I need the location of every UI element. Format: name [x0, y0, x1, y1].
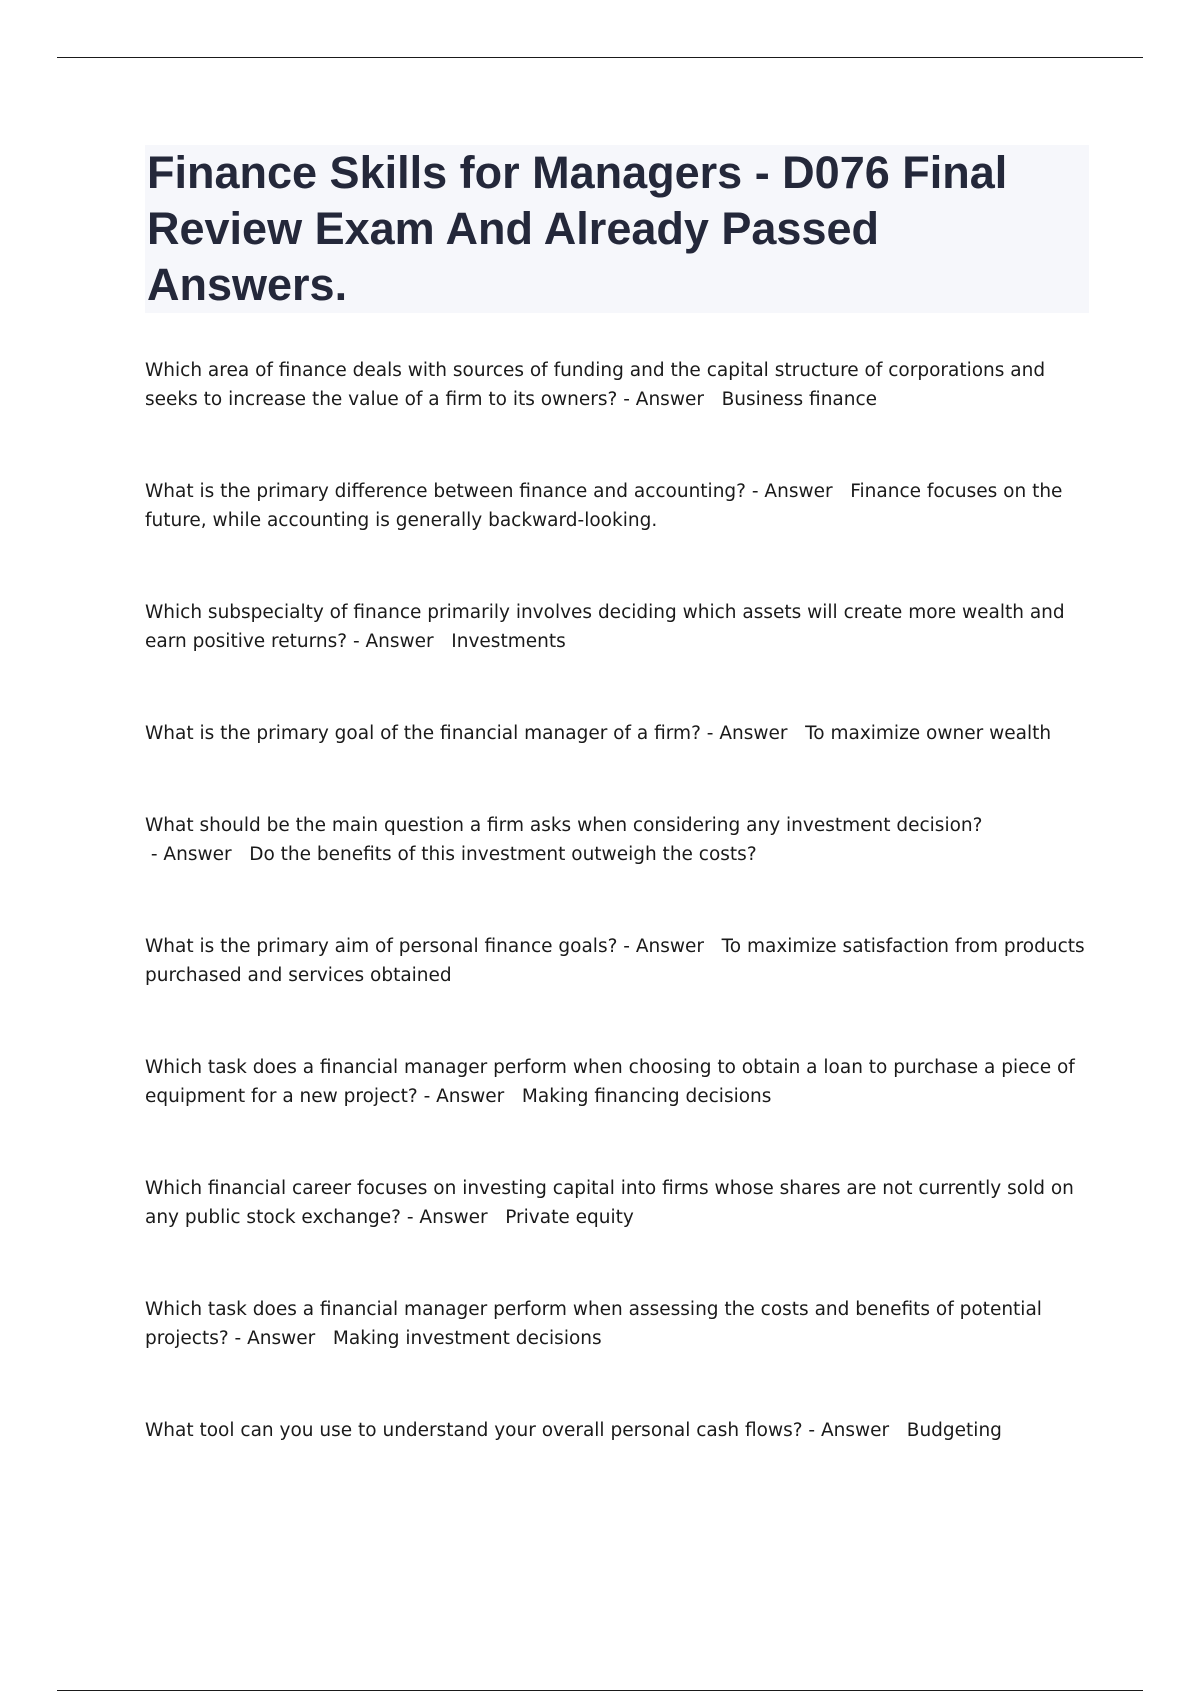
- answer-separator: - Answer: [617, 389, 722, 410]
- answer-separator: - Answer: [617, 936, 722, 957]
- answer-text: Private equity: [505, 1207, 634, 1228]
- qa-item: [145, 1174, 1085, 1232]
- answer-text: To maximize satisfaction from products purchased and services obtained: [145, 936, 1085, 986]
- qa-item: [145, 811, 1085, 869]
- answer-text: To maximize owner wealth: [805, 723, 1052, 744]
- answer-text: Investments: [451, 631, 566, 652]
- footer-rule: [57, 1690, 1143, 1691]
- qa-item: [145, 932, 1085, 990]
- qa-list: [145, 356, 1085, 1445]
- answer-separator: - Answer: [700, 723, 806, 744]
- answer-text: Business finance: [721, 389, 878, 410]
- qa-item: [145, 1053, 1085, 1111]
- document-title: Finance Skills for Managers - D076 Final Review Exam And Already Passed Answers.: [147, 147, 1008, 310]
- qa-item: [145, 356, 1085, 414]
- qa-item: [145, 1295, 1085, 1353]
- question-text: What tool can you use to understand your overall personal cash flows?: [145, 1420, 803, 1441]
- question-text: What is the primary goal of the financial manager of a firm?: [145, 723, 701, 744]
- title-block: [145, 145, 1089, 313]
- answer-text: Budgeting: [906, 1420, 1002, 1441]
- answer-separator: - Answer: [401, 1207, 506, 1228]
- header-rule: [57, 57, 1143, 58]
- question-text: Which task does a financial manager perform when choosing to obtain a loan to purchase a piece of equipment for a new project?: [145, 1057, 1075, 1107]
- qa-item: [145, 598, 1085, 656]
- answer-separator: - Answer: [746, 481, 851, 502]
- answer-separator: - Answer: [347, 631, 452, 652]
- answer-text: Finance focuses on the future, while accounting is generally backward-looking.: [145, 481, 1063, 531]
- question-text: What is the primary aim of personal finance goals?: [145, 936, 618, 957]
- answer-separator: - Answer: [145, 844, 250, 865]
- qa-item: [145, 1416, 1085, 1445]
- qa-item: [145, 477, 1085, 535]
- answer-text: Do the benefits of this investment outweigh the costs?: [249, 844, 757, 865]
- answer-separator: - Answer: [802, 1420, 907, 1441]
- question-text: Which financial career focuses on investing capital into firms whose shares are not currently sold on any public stock exchange?: [145, 1178, 1074, 1228]
- qa-item: [145, 719, 1085, 748]
- question-text: What is the primary difference between finance and accounting?: [145, 481, 746, 502]
- question-text: Which task does a financial manager perform when assessing the costs and benefits of potential projects?: [145, 1299, 1042, 1349]
- question-text: What should be the main question a firm asks when considering any investment decision?: [145, 815, 983, 836]
- question-text: Which subspecialty of finance primarily involves deciding which assets will create more wealth and earn positive returns?: [145, 602, 1065, 652]
- answer-text: Making investment decisions: [332, 1328, 602, 1349]
- answer-separator: - Answer: [417, 1086, 522, 1107]
- answer-text: Making financing decisions: [521, 1086, 772, 1107]
- answer-separator: - Answer: [228, 1328, 333, 1349]
- question-text: Which area of finance deals with sources of funding and the capital structure of corporations and seeks to increase the value of a firm to its owners?: [145, 360, 1046, 410]
